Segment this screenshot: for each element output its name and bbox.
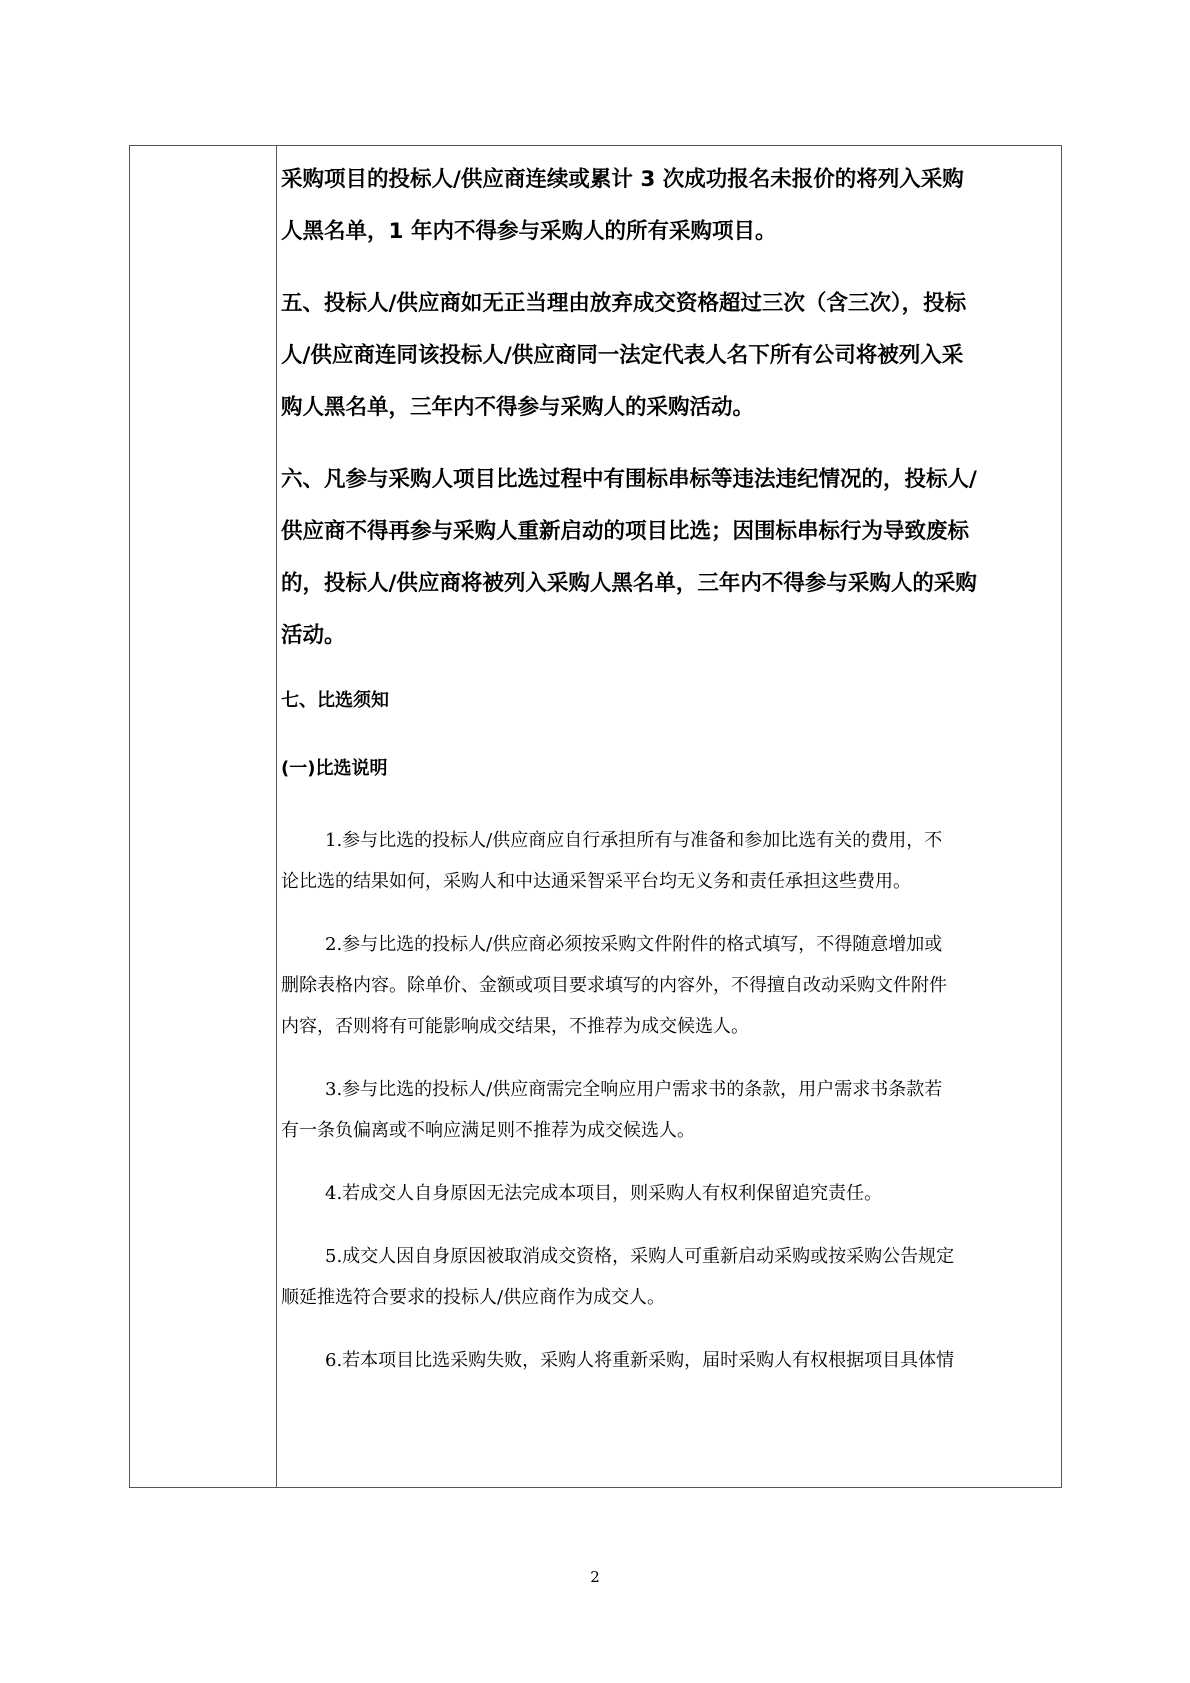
text-line: 1.参与比选的投标人/供应商应自行承担所有与准备和参加比选有关的费用，不 xyxy=(325,830,943,851)
text-line: 的，投标人/供应商将被列入采购人黑名单，三年内不得参与采购人的采购 xyxy=(281,571,977,596)
section-7-heading: 七、比选须知 xyxy=(281,690,389,711)
section-7-subheading: (一)比选说明 xyxy=(281,758,388,779)
list-item-6 xyxy=(281,1340,1057,1381)
list-item-3 xyxy=(281,1069,1057,1151)
text-line: 活动。 xyxy=(281,623,346,648)
text-line: 供应商不得再参与采购人重新启动的项目比选；因围标串标行为导致废标 xyxy=(281,519,970,544)
text-line: 5.成交人因自身原因被取消成交资格，采购人可重新启动采购或按采购公告规定 xyxy=(325,1246,955,1267)
text-line: 6.若本项目比选采购失败，采购人将重新采购，届时采购人有权根据项目具体情 xyxy=(325,1350,955,1371)
text-line: 2.参与比选的投标人/供应商必须按采购文件附件的格式填写，不得随意增加或 xyxy=(325,934,943,955)
table-left-column xyxy=(130,146,277,1487)
text-line: 有一条负偏离或不响应满足则不推荐为成交候选人。 xyxy=(281,1120,695,1141)
text-line: 采购项目的投标人/供应商连续或累计 3 次成功报名未报价的将列入采购 xyxy=(281,167,964,192)
list-item-1 xyxy=(281,820,1057,902)
list-item-4 xyxy=(281,1173,1057,1214)
paragraph-section-6 xyxy=(281,454,1057,662)
list-item-2 xyxy=(281,924,1057,1047)
text-line: 删除表格内容。除单价、金额或项目要求填写的内容外，不得擅自改动采购文件附件 xyxy=(281,975,947,996)
text-line: 3.参与比选的投标人/供应商需完全响应用户需求书的条款，用户需求书条款若 xyxy=(325,1079,943,1100)
content-table xyxy=(129,145,1062,1488)
text-line: 购人黑名单，三年内不得参与采购人的采购活动。 xyxy=(281,395,755,420)
page-number: 2 xyxy=(590,1568,600,1586)
text-line: 4.若成交人自身原因无法完成本项目，则采购人有权利保留追究责任。 xyxy=(325,1183,883,1204)
list-item-5 xyxy=(281,1236,1057,1318)
table-right-column xyxy=(277,146,1061,1487)
text-line: 人/供应商连同该投标人/供应商同一法定代表人名下所有公司将被列入采 xyxy=(281,343,964,368)
text-line: 人黑名单，1 年内不得参与采购人的所有采购项目。 xyxy=(281,219,777,244)
text-line: 六、凡参与采购人项目比选过程中有围标串标等违法违纪情况的，投标人/ xyxy=(281,467,977,492)
text-line: 顺延推选符合要求的投标人/供应商作为成交人。 xyxy=(281,1287,666,1308)
text-line: 论比选的结果如何，采购人和中达通采智采平台均无义务和责任承担这些费用。 xyxy=(281,871,911,892)
paragraph-continued xyxy=(281,154,1057,258)
text-line: 内容，否则将有可能影响成交结果，不推荐为成交候选人。 xyxy=(281,1016,749,1037)
text-line: 五、投标人/供应商如无正当理由放弃成交资格超过三次（含三次），投标 xyxy=(281,291,967,316)
paragraph-section-5 xyxy=(281,278,1057,434)
